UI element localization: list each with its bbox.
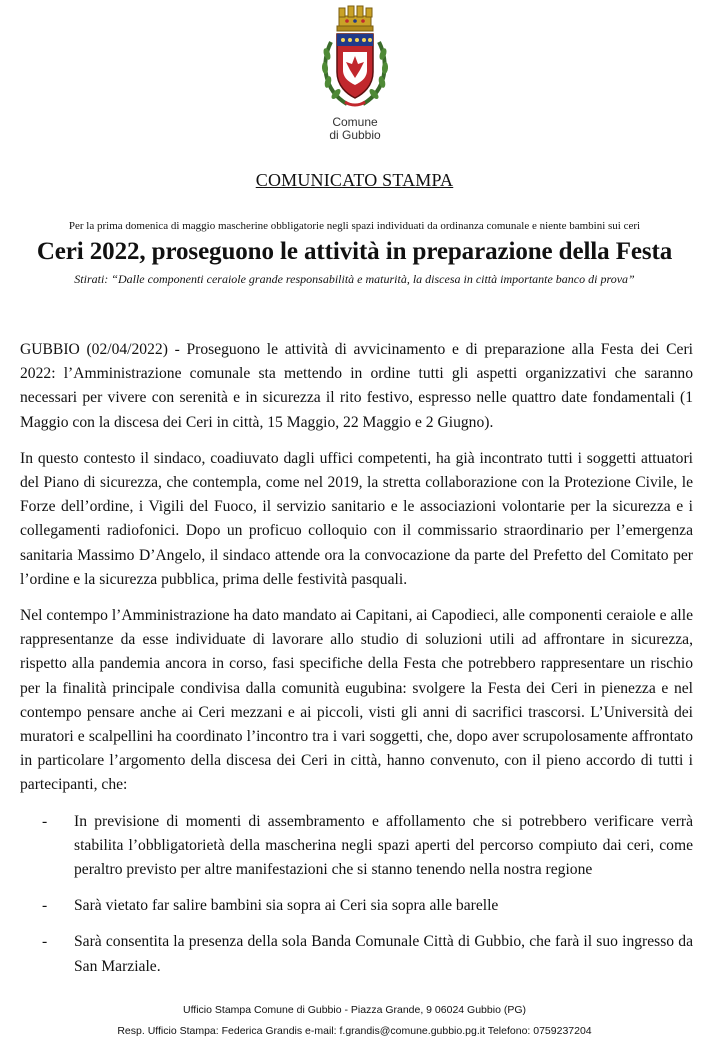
article-body [20,338,693,991]
list-item [20,930,693,978]
crown-icon [337,6,373,31]
bullet-marker: - [42,933,48,951]
subtitle: Stirati: “Dalle componenti ceraiole grande responsabilità e maturità, la discesa in città importante banco di prova” [74,272,635,286]
bullet-marker: - [42,812,48,830]
coat-of-arms-icon [317,2,393,114]
footer-address: Ufficio Stampa Comune di Gubbio - Piazza Grande, 9 06024 Gubbio (PG) [183,1004,526,1016]
list-item [20,894,693,918]
pre-title: Per la prima domenica di maggio mascherine obbligatorie negli spazi individuati da ordinanza comunale e niente bambini sui ceri [68,220,641,232]
paragraph: In questo contesto il sindaco, coadiuvato dagli uffici competenti, ha già incontrato tutti i soggetti attuatori del Piano di sicurezza, che contempla, come nel 2019, la stretta collaborazione con la Protezione Civile, le Forze dell’ordine, i Vigili del Fuoco, il servizio sanitario e le associazioni volontarie per la sicurezza e i collegamenti radiofonici. Dopo un proficuo colloquio con il commissario straordinario per l’emergenza sanitaria Massimo D’Angelo, il sindaco attende ora la convocazione da parte del Prefetto del Comitato per l’ordine e la sicurezza pubblica, prima delle festività pasquali. [20,449,693,588]
municipality-logo [300,2,410,150]
list-item [20,810,693,883]
footer-contact: Resp. Ufficio Stampa: Federica Grandis e-mail: f.grandis@comune.gubbio.pg.it Telefono: 0759237204 [117,1025,592,1037]
logo-name [300,116,410,142]
logo-name-line2: di Gubbio [329,128,381,142]
bullet-list [20,810,693,979]
bullet-marker: - [42,897,48,915]
list-item-text: In previsione di momenti di assembramento e affollamento che si potrebbero verificare verrà stabilita l’obbligatorietà della mascherina negli spazi aperti del percorso compiuto dai ceri, come peraltro previsto per altre manifestazioni che si stanno tenendo nella nostra regione [74,812,693,879]
paragraph: GUBBIO (02/04/2022) - Proseguono le attività di avvicinamento e di preparazione alla Festa dei Ceri 2022: l’Amministrazione comunale sta mettendo in ordine tutti gli aspetti organizzativi che saranno necessari per vivere con serenità e in sicurezza il rito festivo, espresso nelle quattro date fondamentali (1 Maggio con la discesa dei Ceri in città, 15 Maggio, 22 Maggio e 2 Giugno). [20,341,693,431]
list-item-text: Sarà consentita la presenza della sola Banda Comunale Città di Gubbio, che farà il suo ingresso da San Marziale. [74,933,693,975]
paragraph: Nel contempo l’Amministrazione ha dato mandato ai Capitani, ai Capodieci, alle componenti ceraiole e alle rappresentanze da esse individuate di lavorare allo studio di soluzioni utili ad affrontare in sicurezza, rispetto alla pandemia ancora in corso, fasi specifiche della Festa che potrebbero rappresentare un rischio per la finalità principale condivisa dalla comunità eugubina: svolgere la Festa dei Ceri in pienezza e nel contempo pensare anche ai Ceri mezzani e ai piccoli, visti gli anni di sacrifici trascorsi. L’Università dei muratori e scalpellini ha coordinato l’incontro tra i vari soggetti, che, dopo aver scrupolosamente affrontato in particolare l’argomento della discesa dei Ceri in città, hanno convenuto, con il pieno accordo di tutti i partecipanti, che: [20,607,693,794]
logo-name-line1: Comune [332,115,378,129]
headline: Ceri 2022, proseguono le attività in preparazione della Festa [36,238,673,265]
footer [0,1000,709,1042]
press-release-label: COMUNICATO STAMPA [255,170,454,190]
list-item-text: Sarà vietato far salire bambini sia sopra ai Ceri sia sopra alle barelle [74,897,499,915]
